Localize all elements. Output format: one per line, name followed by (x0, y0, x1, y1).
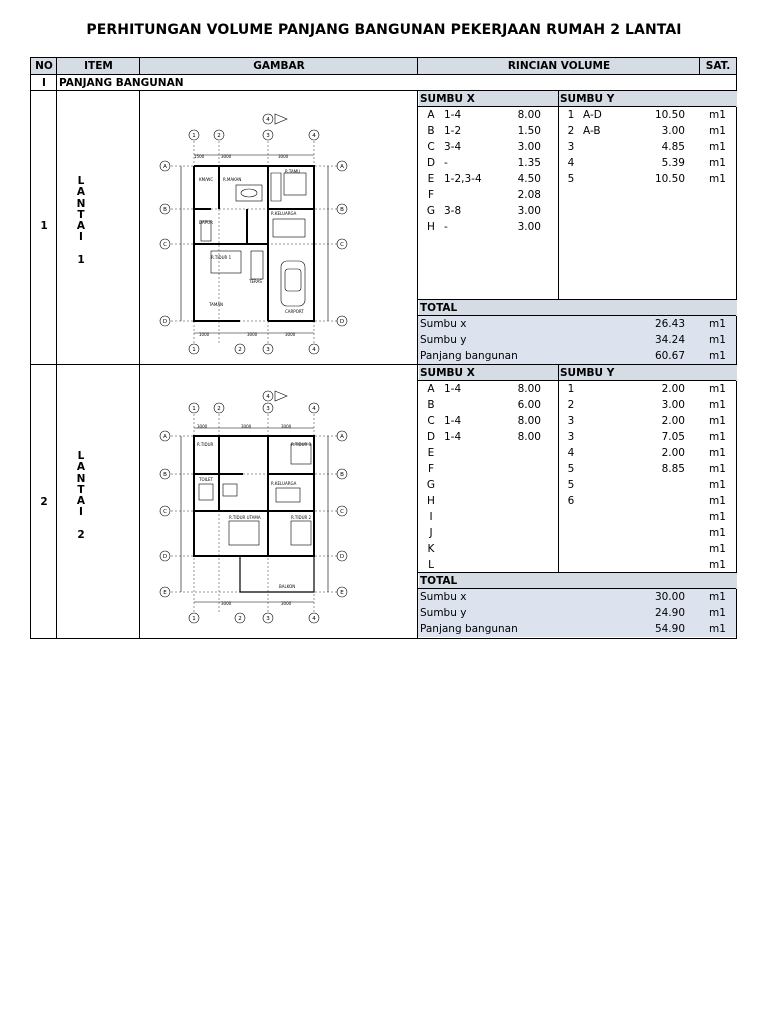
svg-text:R.TIDUR 2: R.TIDUR 2 (291, 515, 312, 520)
svg-text:2: 2 (217, 406, 221, 412)
sumbu-y-value: 2.00 (661, 447, 685, 459)
svg-text:TERAS: TERAS (249, 279, 262, 284)
svg-text:3000: 3000 (241, 424, 252, 429)
sumbu-y-unit: m1 (709, 399, 726, 411)
sumbu-y-unit: m1 (709, 109, 726, 121)
sumbu-x-code: G (426, 479, 436, 491)
svg-text:C: C (340, 509, 344, 515)
svg-text:B: B (163, 207, 167, 213)
sumbu-y-value: 7.05 (661, 431, 685, 443)
total-label: Sumbu x (420, 591, 467, 603)
svg-text:4: 4 (312, 133, 316, 139)
sumbu-x-value: 1.50 (517, 125, 541, 137)
total-value: 30.00 (654, 591, 685, 603)
sumbu-x-code: A (427, 109, 435, 121)
sumbu-x-value: 8.00 (517, 383, 541, 395)
sumbu-y-unit: m1 (709, 543, 726, 555)
svg-text:R.TAMU: R.TAMU (285, 169, 301, 174)
svg-text:TOILET: TOILET (199, 477, 213, 482)
sumbu-x-code: D (426, 157, 436, 169)
svg-text:C: C (163, 242, 167, 248)
sumbu-y-code: 1 (567, 109, 575, 121)
sumbu-y-unit: m1 (709, 141, 726, 153)
floor2-label: L A N T A I 2 (76, 450, 86, 541)
sumbu-x-value: 6.00 (517, 399, 541, 411)
sumbu-y-code: 2 (567, 125, 575, 137)
sumbu-x-range: 1-2,3-4 (444, 173, 482, 185)
svg-text:2: 2 (238, 616, 242, 622)
header-item: ITEM (57, 58, 140, 75)
document-title: PERHITUNGAN VOLUME PANJANG BANGUNAN PEKERJAAN RUMAH 2 LANTAI (86, 22, 682, 38)
sumbu-y-code: 3 (567, 141, 575, 153)
volume-table (30, 57, 737, 639)
svg-text:1: 1 (192, 616, 196, 622)
svg-text:3000: 3000 (197, 424, 208, 429)
svg-text:CARPORT: CARPORT (285, 309, 304, 314)
svg-text:R.MAKAN: R.MAKAN (223, 177, 242, 182)
total-value: 54.90 (654, 623, 685, 635)
svg-text:2: 2 (238, 347, 242, 353)
svg-text:3: 3 (266, 406, 270, 412)
svg-text:A: A (163, 434, 167, 440)
sumbu-x-code: I (429, 511, 433, 523)
sumbu-y-unit: m1 (709, 527, 726, 539)
svg-text:2: 2 (217, 133, 221, 139)
sumbu-x-code: F (427, 463, 435, 475)
svg-text:3: 3 (266, 133, 270, 139)
svg-text:A: A (163, 164, 167, 170)
floor2-sumbu-y-title: SUMBU Y (559, 365, 737, 381)
svg-text:3: 3 (266, 616, 270, 622)
sumbu-x-value: 3.00 (517, 141, 541, 153)
svg-text:3000: 3000 (285, 332, 296, 337)
sumbu-y-value: 8.85 (661, 463, 685, 475)
sumbu-y-code: 3 (567, 431, 575, 443)
svg-text:R.TIDUR 3: R.TIDUR 3 (291, 442, 312, 447)
sumbu-y-value: 5.39 (661, 157, 685, 169)
header-gambar: GAMBAR (140, 58, 418, 75)
svg-text:3000: 3000 (221, 601, 232, 606)
sumbu-y-unit: m1 (709, 125, 726, 137)
svg-text:R.KELUARGA: R.KELUARGA (271, 211, 297, 216)
total-value: 26.43 (654, 318, 685, 330)
sumbu-y-value: 10.50 (654, 109, 685, 121)
svg-text:B: B (163, 472, 167, 478)
sumbu-y-value: 10.50 (654, 173, 685, 185)
total-label: Sumbu y (420, 607, 467, 619)
svg-text:R.TIDUR 1: R.TIDUR 1 (211, 255, 232, 260)
sumbu-y-code: 1 (567, 383, 575, 395)
svg-text:C: C (340, 242, 344, 248)
floor2-total-label: TOTAL (419, 573, 737, 589)
total-label: Panjang bangunan (420, 350, 518, 362)
svg-text:B: B (340, 472, 344, 478)
sumbu-y-unit: m1 (709, 431, 726, 443)
sumbu-x-code: H (427, 495, 435, 507)
sumbu-y-code: 5 (567, 173, 575, 185)
sumbu-x-range: 1-4 (444, 383, 462, 395)
svg-text:1500: 1500 (194, 154, 205, 159)
floor2-no: 2 (40, 496, 48, 508)
svg-text:3000: 3000 (278, 154, 289, 159)
sumbu-x-value: 4.50 (517, 173, 541, 185)
sumbu-y-code: 4 (567, 157, 575, 169)
svg-text:3000: 3000 (281, 601, 292, 606)
sumbu-y-value: 2.00 (661, 383, 685, 395)
sumbu-x-range: 1-4 (444, 431, 462, 443)
svg-text:4: 4 (312, 616, 316, 622)
svg-text:KM/WC: KM/WC (199, 177, 214, 182)
sumbu-y-code: 6 (567, 495, 575, 507)
sumbu-y-unit: m1 (709, 495, 726, 507)
sumbu-x-range: - (444, 157, 448, 169)
sumbu-x-range: 1-2 (444, 125, 462, 137)
svg-text:R.TIDUR: R.TIDUR (197, 442, 214, 447)
total-unit: m1 (709, 350, 726, 362)
sumbu-y-unit: m1 (709, 559, 726, 571)
svg-text:D: D (162, 319, 168, 325)
svg-text:A: A (340, 164, 344, 170)
sumbu-y-code: 5 (567, 479, 575, 491)
svg-text:4: 4 (312, 406, 316, 412)
sumbu-x-code: D (426, 431, 436, 443)
total-unit: m1 (709, 318, 726, 330)
svg-text:C: C (163, 509, 167, 515)
sumbu-x-code: E (427, 173, 435, 185)
sumbu-x-code: J (429, 527, 433, 539)
sumbu-y-range: A-D (583, 109, 602, 121)
total-unit: m1 (709, 334, 726, 346)
sumbu-y-code: 3 (567, 415, 575, 427)
sumbu-x-value: 8.00 (517, 415, 541, 427)
sumbu-y-unit: m1 (709, 463, 726, 475)
sumbu-x-range: - (444, 221, 448, 233)
sumbu-x-value: 8.00 (517, 431, 541, 443)
floor1-total-label: TOTAL (419, 300, 737, 316)
svg-text:DAPUR: DAPUR (199, 220, 213, 225)
svg-text:B: B (340, 207, 344, 213)
svg-text:A: A (340, 434, 344, 440)
sumbu-y-unit: m1 (709, 447, 726, 459)
total-value: 34.24 (654, 334, 685, 346)
svg-text:3000: 3000 (247, 332, 258, 337)
header-sat: SAT. (700, 58, 736, 75)
sumbu-y-value: 4.85 (661, 141, 685, 153)
total-unit: m1 (709, 591, 726, 603)
svg-text:4: 4 (312, 347, 316, 353)
floor2-sumbu-x-title: SUMBU X (419, 365, 558, 381)
floor1-no: 1 (40, 220, 48, 232)
sumbu-x-range: 1-4 (444, 109, 462, 121)
sumbu-x-value: 3.00 (517, 221, 541, 233)
sumbu-y-unit: m1 (709, 479, 726, 491)
sumbu-y-unit: m1 (709, 157, 726, 169)
sumbu-x-code: L (428, 559, 434, 571)
svg-text:TAMAN: TAMAN (209, 302, 224, 307)
total-label: Sumbu x (420, 318, 467, 330)
total-value: 60.67 (654, 350, 685, 362)
sumbu-x-code: A (427, 383, 435, 395)
svg-text:BALKON: BALKON (279, 584, 296, 589)
svg-text:D: D (162, 554, 168, 560)
svg-text:3000: 3000 (281, 424, 292, 429)
floor1-sumbu-x-title: SUMBU X (419, 91, 558, 107)
sumbu-y-range: A-B (583, 125, 601, 137)
sumbu-x-code: C (427, 141, 435, 153)
total-label: Panjang bangunan (420, 623, 518, 635)
svg-text:1000: 1000 (199, 332, 210, 337)
svg-text:1: 1 (192, 133, 196, 139)
sumbu-y-unit: m1 (709, 173, 726, 185)
svg-text:E: E (340, 590, 344, 596)
section-label: PANJANG BANGUNAN (59, 77, 184, 89)
sumbu-x-value: 3.00 (517, 205, 541, 217)
svg-text:R.KELUARGA: R.KELUARGA (271, 481, 297, 486)
sumbu-x-code: B (427, 125, 435, 137)
floor-plan-2 (151, 388, 361, 640)
sumbu-y-code: 5 (567, 463, 575, 475)
sumbu-y-code: 4 (567, 447, 575, 459)
sumbu-x-code: F (427, 189, 435, 201)
sumbu-x-value: 1.35 (517, 157, 541, 169)
total-unit: m1 (709, 623, 726, 635)
sumbu-x-code: K (427, 543, 435, 555)
sumbu-y-unit: m1 (709, 511, 726, 523)
svg-text:1: 1 (192, 347, 196, 353)
floor1-label: L A N T A I 1 (76, 175, 86, 266)
sumbu-x-code: B (427, 399, 435, 411)
svg-text:3000: 3000 (221, 154, 232, 159)
sumbu-y-value: 3.00 (661, 125, 685, 137)
svg-text:D: D (339, 554, 345, 560)
sumbu-x-code: G (426, 205, 436, 217)
sumbu-x-range: 1-4 (444, 415, 462, 427)
svg-text:3: 3 (266, 347, 270, 353)
svg-text:4: 4 (266, 117, 270, 123)
svg-text:E: E (163, 590, 167, 596)
svg-text:1: 1 (192, 406, 196, 412)
sumbu-y-unit: m1 (709, 415, 726, 427)
sumbu-x-code: H (427, 221, 435, 233)
sumbu-y-unit: m1 (709, 383, 726, 395)
total-value: 24.90 (654, 607, 685, 619)
svg-text:D: D (339, 319, 345, 325)
header-rincian: RINCIAN VOLUME (418, 58, 700, 75)
svg-text:R.TIDUR UTAMA: R.TIDUR UTAMA (229, 515, 261, 520)
header-no: NO (31, 58, 57, 75)
sumbu-y-value: 2.00 (661, 415, 685, 427)
total-unit: m1 (709, 607, 726, 619)
svg-text:4: 4 (266, 394, 270, 400)
section-no: I (42, 77, 46, 89)
sumbu-x-range: 3-4 (444, 141, 462, 153)
sumbu-x-code: C (427, 415, 435, 427)
sumbu-y-value: 3.00 (661, 399, 685, 411)
floor-plan-1 (151, 111, 361, 363)
sumbu-y-code: 2 (567, 399, 575, 411)
floor1-sumbu-y-title: SUMBU Y (559, 91, 737, 107)
sumbu-x-code: E (427, 447, 435, 459)
total-label: Sumbu y (420, 334, 467, 346)
sumbu-x-range: 3-8 (444, 205, 462, 217)
sumbu-x-value: 8.00 (517, 109, 541, 121)
sumbu-x-value: 2.08 (517, 189, 541, 201)
